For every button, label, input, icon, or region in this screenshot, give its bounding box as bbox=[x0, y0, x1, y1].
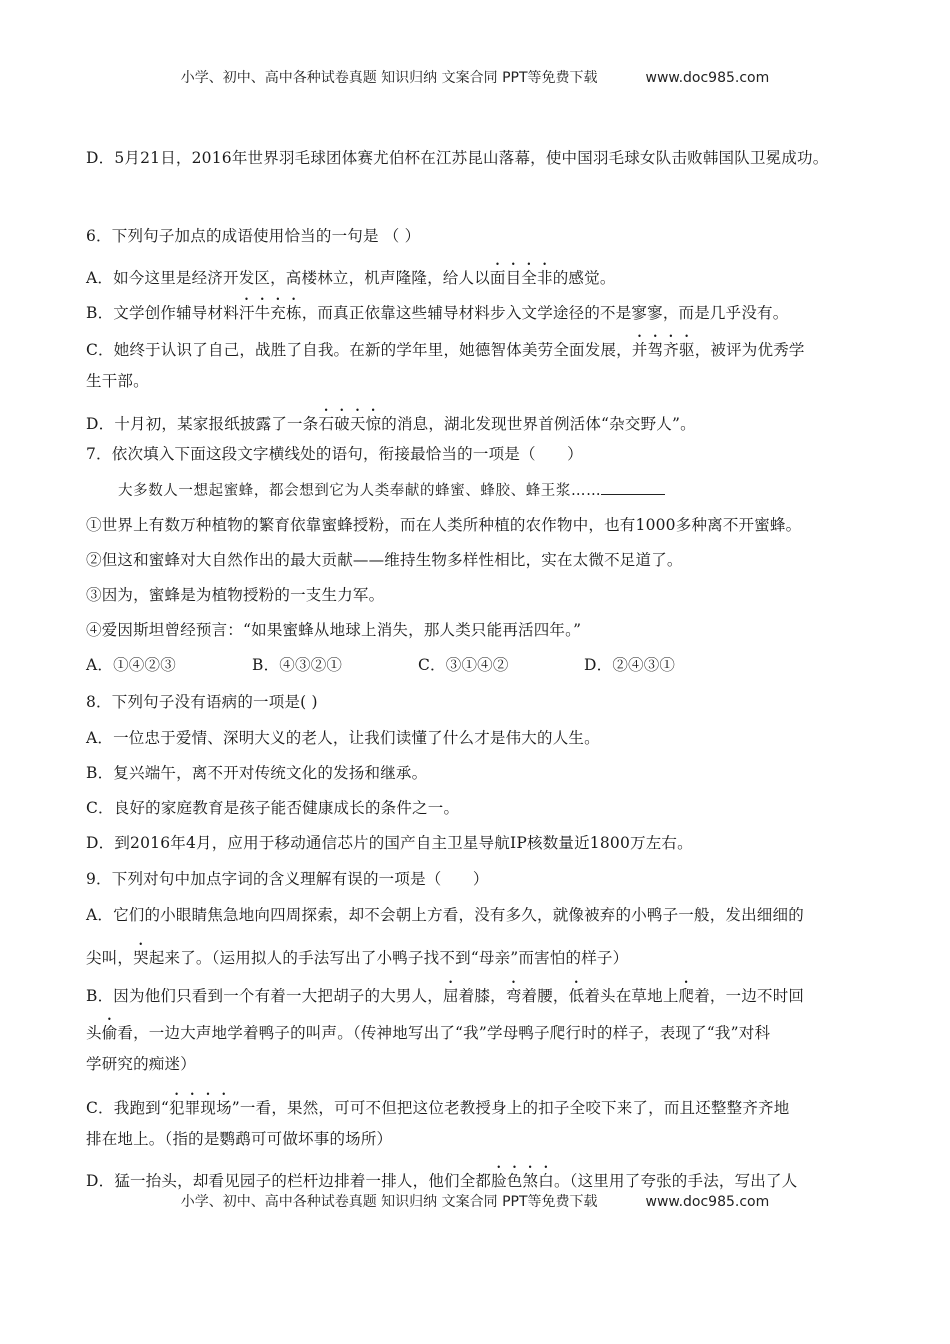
page-footer bbox=[0, 1191, 950, 1211]
q6-option-d bbox=[86, 406, 696, 434]
header-site: www.doc985.com bbox=[645, 70, 770, 86]
q9-d-word: 脸色煞白 bbox=[491, 1172, 554, 1190]
q7-passage bbox=[118, 479, 665, 500]
q7-passage-text: 大多数人一想起蜜蜂，都会想到它为人类奉献的蜂蜜、蜂胶、蜂王浆…… bbox=[118, 483, 602, 499]
q7-option-b: B．④③②① bbox=[252, 656, 343, 674]
q9-c-post: ”一看，果然，可可不但把这位老教授身上的扣子全咬下来了，而且还整整齐齐地 bbox=[231, 1099, 790, 1117]
q9-c-word: 犯罪现场 bbox=[168, 1099, 232, 1117]
q9-b-pre: B．因为他们只看到一个有着一大把胡子的大男人， bbox=[86, 987, 443, 1005]
q6-a-idiom: 面目全非 bbox=[489, 269, 553, 287]
q8-option-a: A．一位忠于爱情、深明大义的老人，让我们读懂了什么才是伟大的人生。 bbox=[86, 729, 600, 747]
page-header bbox=[0, 67, 950, 87]
q6-c-pre: C．她终于认识了自己，战胜了自我。在新的学年里，她德智体美劳全面发展， bbox=[86, 341, 632, 359]
q7-option-c: C．③①④② bbox=[418, 656, 509, 674]
q6-d-pre: D．十月初，某家报纸披露了一条 bbox=[86, 415, 319, 433]
q9-option-c-line2: 排在地上。（指的是鹦鹉可可做坏事的场所） bbox=[86, 1130, 393, 1148]
q9-b-post: 着，一边不时回 bbox=[694, 987, 805, 1005]
q9-option-a: A．它们的小眼睛焦急地向四周探索，却不会朝上方看，没有多久，就像被弃的小鸭子一般，发出细细的 bbox=[86, 906, 804, 924]
q7-sentence-3: ③因为，蜜蜂是为植物授粉的一支生力军。 bbox=[86, 586, 385, 604]
q5-option-d: D．5月21日，2016年世界羽毛球团体赛尤伯杯在江苏昆山落幕，使中国羽毛球女队击败韩国队卫冕成功。 bbox=[86, 149, 829, 167]
q7-option-d: D．②④③① bbox=[584, 656, 676, 674]
q9-a-pre2: 尖叫， bbox=[86, 949, 134, 967]
q9-option-b-line3: 学研究的痴迷） bbox=[86, 1055, 196, 1073]
q9-option-b bbox=[86, 978, 804, 1006]
q6-option-a bbox=[86, 260, 616, 288]
q8-option-d: D．到2016年4月，应用于移动通信芯片的国产自主卫星导航IP核数量近1800万左右。 bbox=[86, 834, 693, 852]
q9-b-mid-3: 着头在草地上 bbox=[584, 987, 679, 1005]
q6-b-pre: B．文学创作辅导材料 bbox=[86, 304, 239, 322]
q6-c-post: ，被评为优秀学 bbox=[694, 341, 805, 359]
q6-option-c-line2: 生干部。 bbox=[86, 372, 149, 390]
q9-b-word-5: 偷 bbox=[101, 1024, 118, 1042]
q9-option-c bbox=[86, 1090, 789, 1118]
q7-sentence-2: ②但这和蜜蜂对大自然作出的最大贡献——维持生物多样性相比，实在太微不足道了。 bbox=[86, 551, 683, 569]
q9-b-word-4: 爬 bbox=[678, 987, 695, 1005]
q9-b-mid-1: 着膝， bbox=[458, 987, 506, 1005]
q6-option-b bbox=[86, 295, 788, 323]
q7-sentence-4: ④爱因斯坦曾经预言：“如果蜜蜂从地球上消失，那人类只能再活四年。” bbox=[86, 621, 582, 639]
q9-a-post2: 起来了。（运用拟人的手法写出了小鸭子找不到“母亲”而害怕的样子） bbox=[148, 949, 629, 967]
q9-b-word-1: 屈 bbox=[443, 987, 459, 1005]
q9-c-pre: C．我跑到“ bbox=[86, 1099, 169, 1117]
q9-b-mid-2: 着腰， bbox=[521, 987, 569, 1005]
q9-b-word-2: 弯 bbox=[505, 987, 522, 1005]
footer-text: 小学、初中、高中各种试卷真题 知识归纳 文案合同 PPT等免费下载 bbox=[180, 1194, 598, 1210]
q9-b-post2: 看，一边大声地学着鸭子的叫声。（传神地写出了“我”学母鸭子爬行时的样子，表现了“我”对科 bbox=[117, 1024, 771, 1042]
q7-sentence-1: ①世界上有数万种植物的繁育依靠蜜蜂授粉，而在人类所种植的农作物中，也有1000多种离不开蜜蜂。 bbox=[86, 516, 802, 534]
q8-stem: 8．下列句子没有语病的一项是( ) bbox=[86, 693, 318, 711]
q6-a-pre: A．如今这里是经济开发区，高楼林立，机声隆隆，给人以 bbox=[86, 269, 490, 287]
q9-stem: 9．下列对句中加点字词的含义理解有误的一项是（ ） bbox=[86, 870, 489, 888]
q6-b-idiom: 汗牛充栋 bbox=[238, 304, 302, 322]
q6-d-idiom: 石破天惊 bbox=[318, 415, 382, 433]
q6-b-post: ，而真正依靠这些辅导材料步入文学途径的不是寥寥，而是几乎没有。 bbox=[301, 304, 789, 322]
q6-c-idiom: 并驾齐驱 bbox=[631, 341, 695, 359]
q7-blank bbox=[601, 480, 665, 495]
q6-stem: 6．下列句子加点的成语使用恰当的一句是 （ ） bbox=[86, 227, 421, 245]
q9-a-word: 哭 bbox=[133, 949, 149, 967]
q9-option-a-line2 bbox=[86, 940, 628, 968]
q7-options bbox=[86, 653, 750, 675]
q9-d-pre: D．猛一抬头，却看见园子的栏杆边排着一排人，他们全都 bbox=[86, 1172, 492, 1190]
q9-b-pre2: 头 bbox=[86, 1024, 102, 1042]
footer-site: www.doc985.com bbox=[645, 1194, 770, 1210]
q9-d-post: 。（这里用了夸张的手法，写出了人 bbox=[553, 1172, 798, 1190]
q8-option-b: B．复兴端午，离不开对传统文化的发扬和继承。 bbox=[86, 764, 428, 782]
q6-a-post: 的感觉。 bbox=[552, 269, 616, 287]
q6-d-post: 的消息，湖北发现世界首例活体“杂交野人”。 bbox=[381, 415, 696, 433]
q7-stem: 7．依次填入下面这段文字横线处的语句，衔接最恰当的一项是（ ） bbox=[86, 445, 583, 463]
header-text: 小学、初中、高中各种试卷真题 知识归纳 文案合同 PPT等免费下载 bbox=[180, 70, 598, 86]
q8-option-c: C．良好的家庭教育是孩子能否健康成长的条件之一。 bbox=[86, 799, 460, 817]
q9-option-b-line2 bbox=[86, 1015, 770, 1043]
q9-option-d bbox=[86, 1163, 797, 1191]
q6-option-c bbox=[86, 332, 805, 360]
q7-option-a: A．①④②③ bbox=[86, 656, 176, 674]
q9-b-word-3: 低 bbox=[568, 987, 585, 1005]
